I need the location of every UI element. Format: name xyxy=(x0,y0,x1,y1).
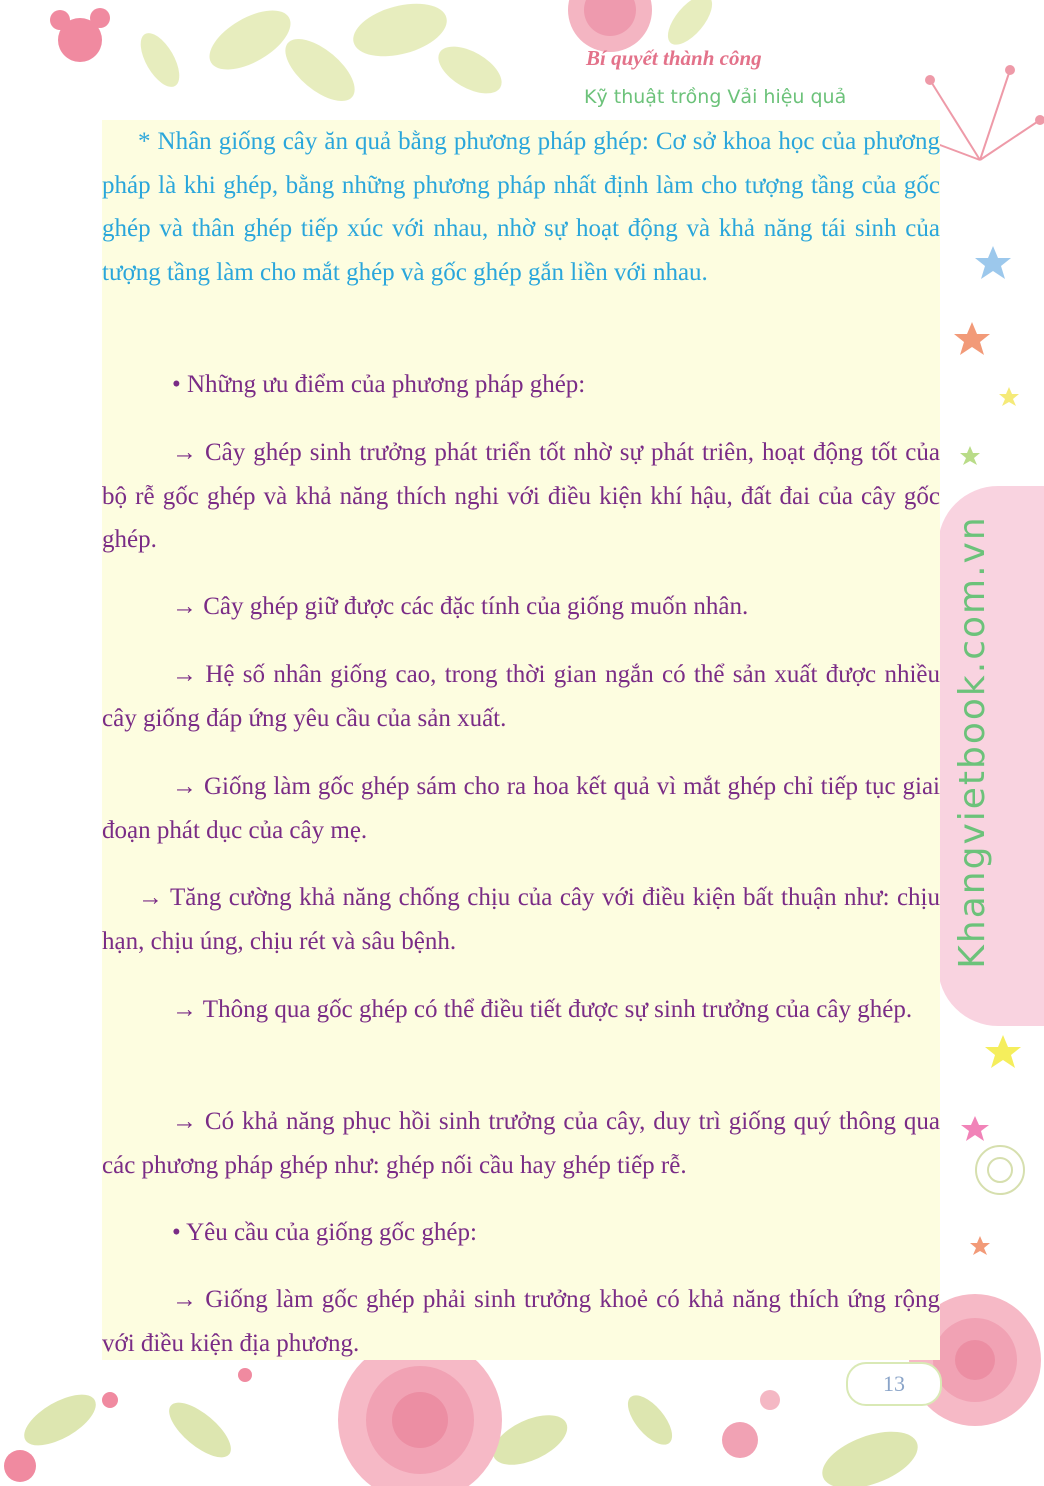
star-icon xyxy=(985,1035,1021,1068)
paragraph-item: → Cây ghép sinh trưởng phát triển tốt nhờ sự phát triên, hoạt động tốt của bộ rễ gốc ghép và khả năng thích nghi với điều kiện khí hậu, đất đai của cây gốc ghép. xyxy=(102,439,940,553)
paragraph-item: → Cây ghép giữ được các đặc tính của giống muốn nhân. xyxy=(172,593,749,620)
paragraph-heading-advantages: • Những ưu điểm của phương pháp ghép: xyxy=(172,371,586,398)
paragraph-item: → Tăng cường khả năng chống chịu của cây với điều kiện bất thuận như: chịu hạn, chịu úng, chịu rét và sâu bệnh. xyxy=(102,884,940,955)
rose-icon xyxy=(722,1390,780,1458)
side-tab-label: Khangvietbook.com.vn xyxy=(952,515,993,969)
paragraph-item: → Có khả năng phục hồi sinh trưởng của cây, duy trì giống quý thông qua các phương pháp ghép như: ghép nối cầu hay ghép tiếp rễ. xyxy=(102,1108,940,1179)
star-icon xyxy=(999,387,1019,406)
dandelion-icon xyxy=(976,1146,1024,1194)
series-title: Bí quyết thành công xyxy=(586,46,762,70)
paragraph-item: → Giống làm gốc ghép phải sinh trưởng khoẻ có khả năng thích ứng rộng với điều kiện địa phương. xyxy=(102,1286,940,1357)
star-icon xyxy=(970,1236,990,1255)
flower-icon xyxy=(50,8,110,62)
book-title: Kỹ thuật trồng Vải hiệu quả xyxy=(584,86,847,108)
paragraph-item: → Thông qua gốc ghép có thể điều tiết được sự sinh trưởng của cây ghép. xyxy=(172,996,913,1023)
page-content xyxy=(102,120,940,1360)
star-icon xyxy=(954,322,990,355)
star-icon xyxy=(975,246,1011,279)
paragraph-heading-requirements: • Yêu cầu của giống gốc ghép: xyxy=(172,1219,477,1246)
page-number: 13 xyxy=(846,1362,942,1406)
paragraph-item: → Giống làm gốc ghép sám cho ra hoa kết quả vì mắt ghép chỉ tiếp tục giai đoạn phát dục của cây mẹ. xyxy=(102,773,940,844)
star-icon xyxy=(960,446,980,465)
star-icon xyxy=(961,1116,989,1141)
paragraph-item: → Hệ số nhân giống cao, trong thời gian ngắn có thể sản xuất được nhiều cây giống đáp ứng yêu cầu của sản xuất. xyxy=(102,661,940,732)
paragraph-intro: * Nhân giống cây ăn quả bằng phương pháp ghép: Cơ sở khoa học của phương pháp là khi ghép, bằng những phương pháp nhất định làm cho tượng tầng của gốc ghép và thân ghép tiếp xúc với nhau, nhờ sự hoạt động và khả năng tái sinh của tượng tầng làm cho mắt ghép và gốc ghép gắn liền với nhau. xyxy=(102,128,940,286)
rose-icon xyxy=(568,0,652,52)
